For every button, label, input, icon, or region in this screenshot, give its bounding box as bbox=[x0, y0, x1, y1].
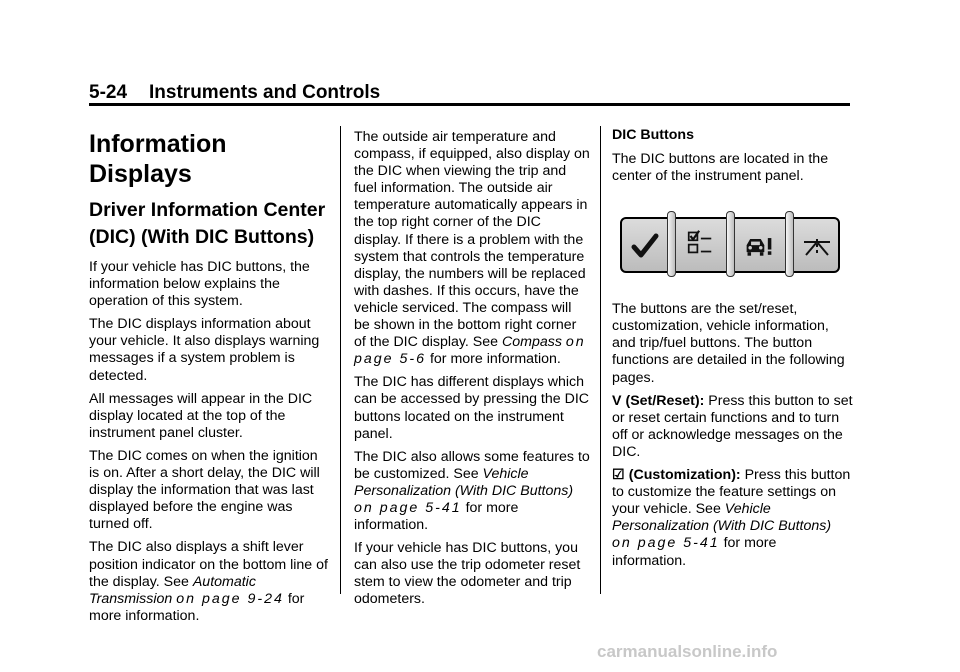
paragraph: The DIC comes on when the ignition is on. After a short delay, the DIC will display the information that was last displayed before the engine was turned off. bbox=[89, 447, 320, 533]
paragraph: The DIC displays information about your vehicle. It also displays warning messages if a system problem is detected. bbox=[89, 316, 320, 384]
watermark: carmanualsonline.info bbox=[597, 642, 778, 661]
dic-buttons-illustration bbox=[620, 211, 844, 277]
checkmark-icon bbox=[630, 233, 660, 259]
column-3 bbox=[612, 112, 854, 576]
column-2 bbox=[354, 112, 591, 615]
customization-icon bbox=[685, 229, 715, 255]
paragraph: The DIC buttons are located in the center of the instrument panel. bbox=[612, 151, 829, 185]
set-reset-description: V (Set/Reset): Press this button to set or reset certain functions and to turn off or acknowledge messages on the DIC. bbox=[612, 392, 853, 460]
column-divider-1 bbox=[340, 126, 341, 594]
section-subtitle: Driver Information Center (DIC) (With DIC Buttons) bbox=[89, 199, 326, 248]
column-1 bbox=[89, 112, 329, 631]
paragraph: If your vehicle has DIC buttons, the information below explains the operation of this system. bbox=[89, 259, 310, 310]
customization-description: ☑ (Customization): Press this button to customize the feature settings on your vehicle. See Vehicle Personalization (With DIC Buttons) on page 5-41 for more information. bbox=[612, 467, 851, 569]
xref-compass[interactable]: Compass on page 5-6 bbox=[354, 334, 586, 368]
column-divider-2 bbox=[600, 126, 601, 594]
paragraph: The DIC also allows some features to be customized. See Vehicle Personalization (With DIC Buttons) on page 5-41 for more information. bbox=[354, 448, 590, 534]
xref-vehicle-personalization[interactable]: Vehicle Personalization (With DIC Buttons) on page 5-41 bbox=[612, 501, 832, 552]
trip-fuel-icon bbox=[802, 233, 832, 259]
xref-vehicle-personalization[interactable]: Vehicle Personalization (With DIC Buttons) on page 5-41 bbox=[354, 465, 574, 516]
dic-buttons-heading: DIC Buttons bbox=[612, 127, 694, 143]
header-rule bbox=[89, 103, 850, 106]
button-separator bbox=[667, 211, 676, 277]
vehicle-info-icon bbox=[744, 233, 774, 259]
page-header bbox=[89, 82, 380, 104]
button-separator bbox=[785, 211, 794, 277]
set-reset-icon: V bbox=[612, 392, 622, 409]
paragraph: All messages will appear in the DIC display located at the top of the instrument panel cluster. bbox=[89, 390, 313, 441]
paragraph: If your vehicle has DIC buttons, you can also use the trip odometer reset stem to view the odometer and trip odometers. bbox=[354, 540, 581, 608]
xref-automatic-transmission[interactable]: Automatic Transmission on page 9-24 bbox=[89, 573, 284, 607]
paragraph: The DIC has different displays which can be accessed by pressing the DIC buttons located on the instrument panel. bbox=[354, 374, 590, 442]
customization-icon-inline: ☑ bbox=[612, 467, 625, 484]
section-title: Instruments and Controls bbox=[149, 82, 381, 103]
paragraph: The DIC also displays a shift lever position indicator on the bottom line of the display. See Automatic Transmission on page 9-24 for more information. bbox=[89, 539, 328, 624]
paragraph: The outside air temperature and compass, if equipped, also display on the DIC when viewing the trip and fuel information. The outside air temperature automatically appears in the top right corner of the DIC display. If there is a problem with the system that controls the temperature display, the numbers will be replaced with dashes. If this occurs, have the vehicle serviced. The compass will be shown in the bottom right corner of the DIC display. See Compass on page 5-6 for more information. bbox=[354, 129, 590, 368]
page-number: 5-24 bbox=[89, 82, 128, 103]
button-separator bbox=[726, 211, 735, 277]
paragraph: The buttons are the set/reset, customization, vehicle information, and trip/fuel buttons. The button functions are detailed in the following pages. bbox=[612, 301, 845, 386]
page-title: Information Displays bbox=[89, 130, 227, 188]
